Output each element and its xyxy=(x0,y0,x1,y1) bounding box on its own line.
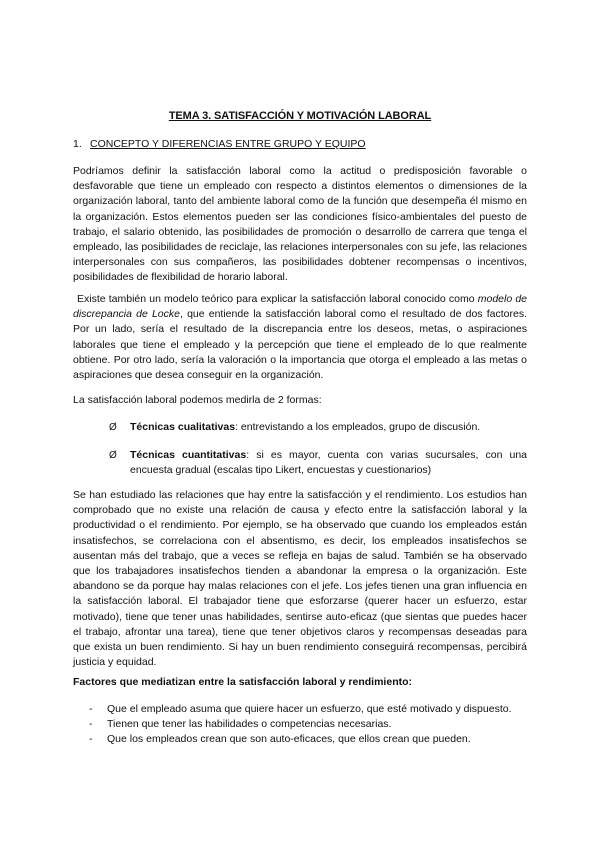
dash-bullet-icon: - xyxy=(89,718,93,731)
factor-text: Que el empleado asuma que quiere hacer un esfuerzo, que esté motivado y dispuesto. xyxy=(107,703,512,715)
locke-model-term: modelo de discrepancia de Locke xyxy=(73,293,527,321)
list-item xyxy=(109,420,527,435)
factor-text: Tienen que tener las habilidades o competencias necesarias. xyxy=(107,718,392,731)
measurement-list-1 xyxy=(109,420,527,435)
paragraph-definition: Podríamos definir la satisfacción laboral como la actitud o predisposición favorable o desfavorable que tiene un empleado con respecto a distintos elementos o dimensiones de la organización laboral, tanto del ambiente laboral como de la función que desempeña él mismo en la organización. Estos elementos pueden ser las condiciones físico-ambientales del puesto de trabajo, el salario obtenido, las posibilidades de promoción o desarrollo de carrera que tenga el empleado, las posibilidades de reciclaje, las relaciones interpersonales con su jefe, las relaciones interpersonales con sus compañeros, las posibilidades dobtener recompensas o incentivos, posibilidades de flexibilidad de horario laboral. xyxy=(73,165,527,284)
list-item xyxy=(89,732,527,747)
paragraph-locke-before: Existe también un modelo teórico para explicar la satisfacción laboral conocido como xyxy=(77,293,478,305)
section-title: CONCEPTO Y DIFERENCIAS ENTRE GRUPO Y EQUIPO xyxy=(90,138,366,150)
factor-text: Que los empleados crean que son auto-eficaces, que ellos crean que pueden. xyxy=(107,733,471,746)
method-term: Técnicas cualitativas xyxy=(130,421,236,433)
section-number: 1. xyxy=(73,138,82,150)
arrow-bullet-icon: Ø xyxy=(109,422,117,433)
method-desc: : si es mayor, cuenta con varias sucursales, con una encuesta gradual (escalas tipo Likert, encuestas y cuestionarios) xyxy=(130,449,527,477)
paragraph-locke-after: , que entiende la satisfacción laboral como el resultado de dos factores. Por un lado, sería el resultado de la discrepancia entre los deseos, metas, o aspiraciones laborales que tiene el empleado y la percepción que tiene el empleado de lo que realmente obtiene. Por otro lado, sería la valoración o la importancia que otorga el empleado a las metas o aspiraciones que desea conseguir en la organización. xyxy=(73,308,527,382)
factors-list xyxy=(89,702,527,748)
dash-bullet-icon: - xyxy=(89,733,93,746)
list-item xyxy=(89,717,527,732)
factors-heading: Factores que mediatizan entre la satisfacción laboral y rendimiento: xyxy=(73,676,413,688)
arrow-bullet-icon: Ø xyxy=(109,450,117,461)
dash-bullet-icon: - xyxy=(89,703,93,715)
paragraph-satisfaction-performance: Se han estudiado las relaciones que hay entre la satisfacción y el rendimiento. Los estudios han comprobado que no existe una relación de causa y efecto entre la satisfacción laboral y la productividad o el rendimiento. Por ejemplo, se ha observado que cuando los empleados están insatisfechos, se correlaciona con el absentismo, es decir, los empleados insatisfechos se ausentan más del trabajo, que a veces se refleja en bajas de salud. También se ha observado que los trabajadores insatisfechos tienden a abandonar la empresa o la organización. Este abandono se da porque hay malas relaciones con el jefe. Los jefes tienen una gran influencia en la satisfacción laboral. El trabajador tiene que esforzarse (querer hacer un esfuerzo, estar motivado), tiene que tener unas habilidades, sentirse auto-eficaz (que sientas que puedes hacer el trabajo, afrontar una tarea), tiene que tener objetivos claros y recompensas deseadas para que exista un buen rendimiento. Si hay un buen rendimiento conseguirá recompensas, percibirá justicia y equidad. xyxy=(73,489,527,669)
method-desc: : entrevistando a los empleados, grupo de discusión. xyxy=(235,421,481,433)
list-item xyxy=(109,448,527,478)
section-heading xyxy=(73,138,366,150)
method-term: Técnicas cuantitativas xyxy=(130,449,247,461)
document-title: TEMA 3. SATISFACCIÓN Y MOTIVACIÓN LABORAL xyxy=(168,110,432,122)
paragraph-measurement-intro: La satisfacción laboral podemos medirla de 2 formas: xyxy=(73,394,322,406)
list-item xyxy=(89,702,527,717)
measurement-list-2 xyxy=(109,448,527,478)
paragraph-locke-model xyxy=(73,292,527,383)
